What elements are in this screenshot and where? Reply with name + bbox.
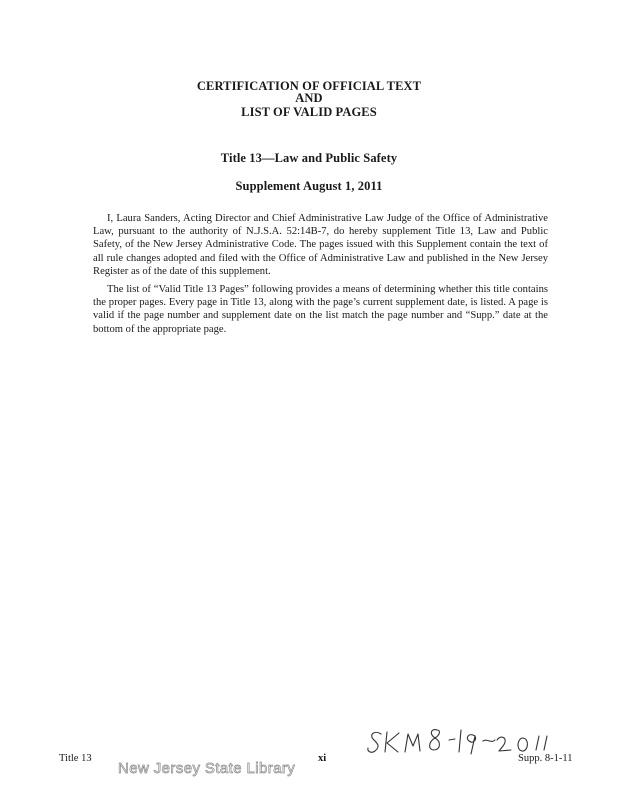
title-line-1: CERTIFICATION OF OFFICIAL TEXT (196, 79, 422, 93)
footer-page-number: xi (318, 753, 327, 764)
title-line-2: AND (295, 91, 323, 105)
supplement-date: Supplement August 1, 2011 (235, 179, 383, 193)
certification-paragraph: I, Laura Sanders, Acting Director and Chief Administrative Law Judge of the Office of Administrative Law, pursuant to the authority of N.J.S.A. 52:14B-7, do hereby supplement Title 13, Law and Public Safety, of the New Jersey Administrative Code. The pages issued with this Supplement contain the text of all rule changes adopted and filed with the Office of Administrative Law and published in the New Jersey Register as of the date of this supplement. (93, 213, 548, 277)
footer-title: Title 13 (59, 753, 92, 764)
footer-supplement: Supp. 8-1-11 (518, 753, 573, 764)
valid-pages-paragraph: The list of “Valid Title 13 Pages” following provides a means of determining whether this title contains the proper pages. Every page in Title 13, along with the page’s current supplement date, is listed. A page is valid if the page number and supplement date on the list match the page number and “Supp.” date at the bottom of the appropriate page. (93, 284, 548, 335)
subtitle: Title 13—Law and Public Safety (220, 151, 398, 165)
library-watermark: New Jersey State Library (118, 760, 296, 777)
title-line-3: LIST OF VALID PAGES (241, 105, 377, 119)
